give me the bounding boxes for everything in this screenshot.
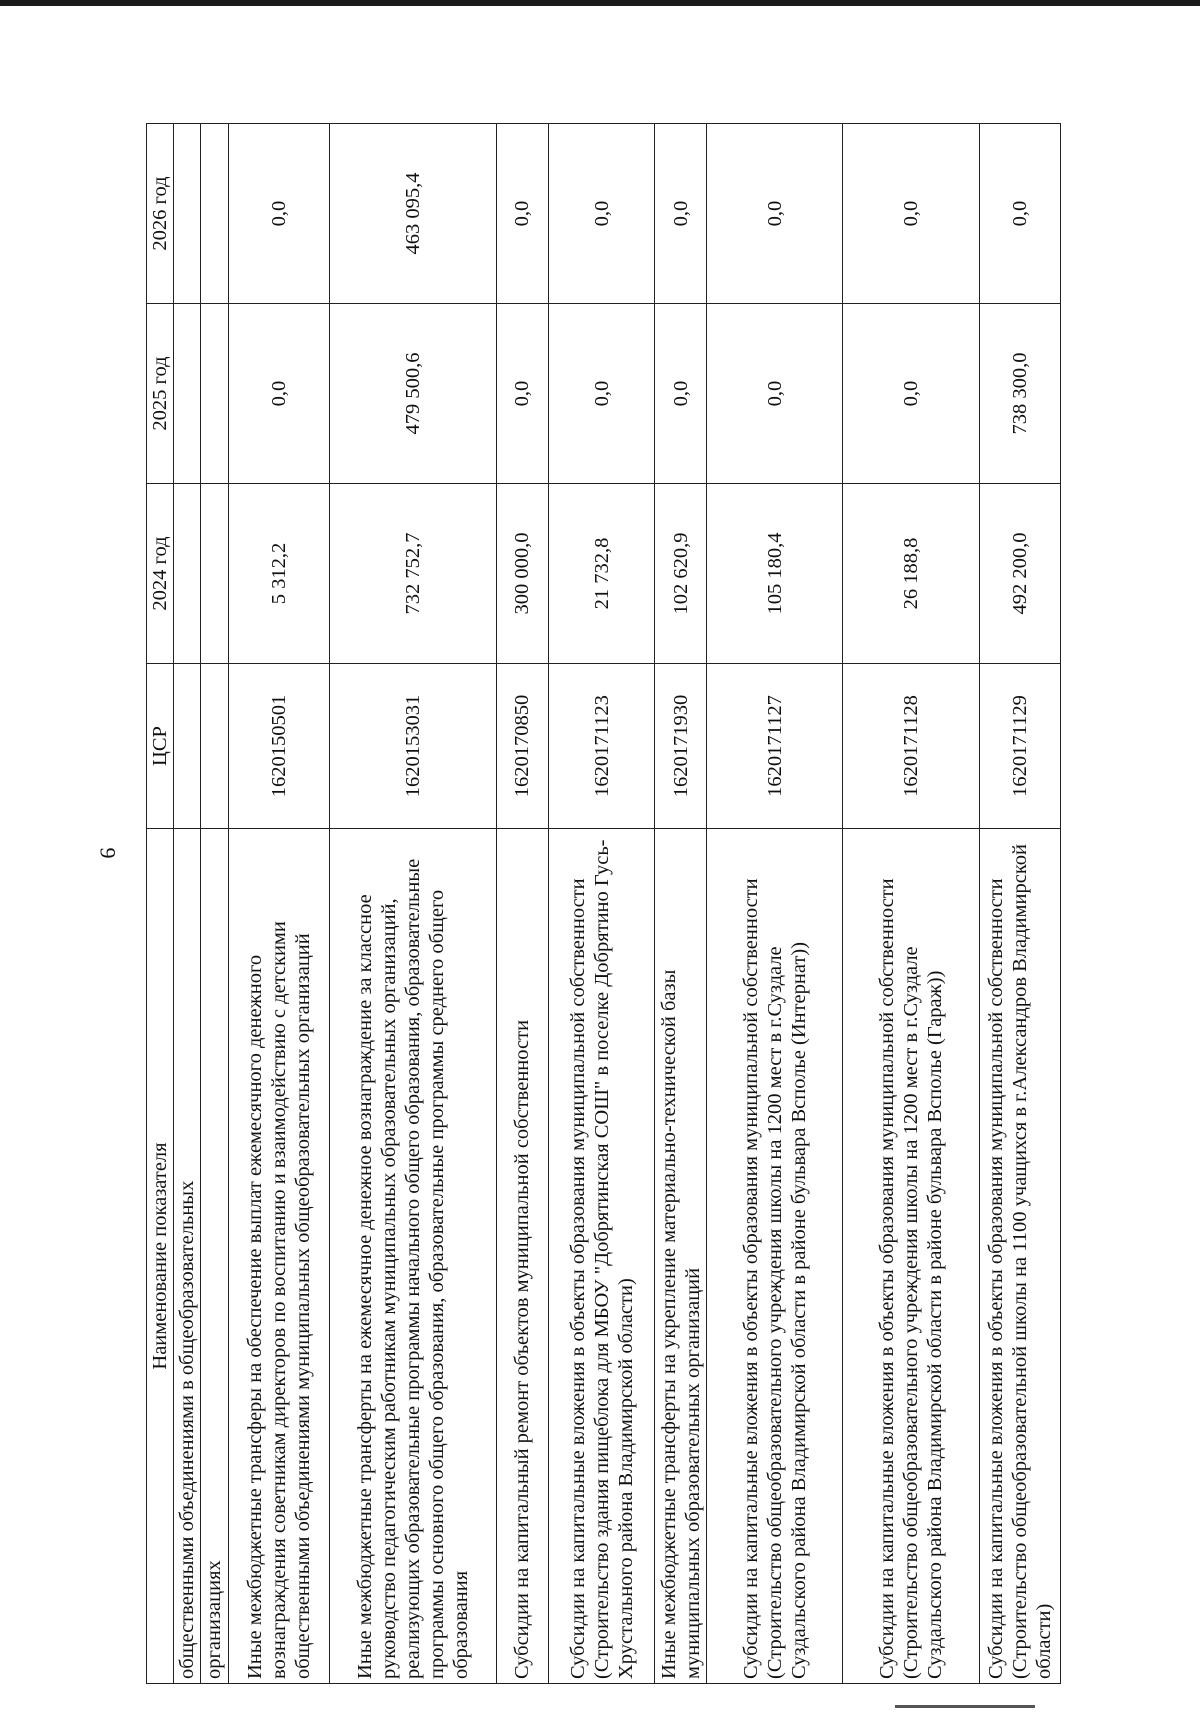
page-number: 9 [95,847,121,859]
row-name: Субсидии на капитальные вложения в объекты образования муниципальной собственности (Строительство общеобразовательной школы на 1100 учащихся в г.Александров Владимирской области) [980,829,1061,1684]
row-2024: 26 188,8 [843,484,980,664]
rotated-table-wrapper [146,124,1061,1684]
row-name: общественными объединениями в общеобразовательных [174,829,201,1684]
row-name: Иные межбюджетные трансферты на укрепление материально-технической базы муниципальных образовательных организаций [655,829,707,1684]
header-name: Наименование показателя [147,829,174,1684]
row-2026: 0,0 [228,124,329,304]
row-2025: 0,0 [228,304,329,484]
row-csr: 1620170850 [496,664,549,829]
row-csr: 1620171930 [655,664,707,829]
row-2024: 5 312,2 [228,484,329,664]
row-csr [201,664,228,829]
row-2025: 0,0 [843,304,980,484]
header-csr: ЦСР [147,664,174,829]
row-2026: 0,0 [706,124,843,304]
table-row [329,124,496,1684]
row-name: Субсидии на капитальные вложения в объекты образования муниципальной собственности (Строительство общеобразовательного учреждения школы на 1200 мест в г.Суздале Суздальского района Владимирской области в районе бульвара Всполье (Интернат)) [706,829,843,1684]
row-2024: 732 752,7 [329,484,496,664]
row-2026: 0,0 [980,124,1061,304]
row-2025: 0,0 [655,304,707,484]
row-2024 [201,484,228,664]
row-2024 [174,484,201,664]
scan-bottom-edge [895,1705,1035,1708]
header-2024: 2024 год [147,484,174,664]
row-2024: 492 200,0 [980,484,1061,664]
table-row [496,124,549,1684]
row-csr: 1620171127 [706,664,843,829]
table-row [174,124,201,1684]
table-row [706,124,843,1684]
row-2026: 0,0 [843,124,980,304]
row-name: организациях [201,829,228,1684]
row-csr [174,664,201,829]
row-csr: 1620171123 [549,664,655,829]
scan-top-edge [0,0,1200,6]
row-csr: 1620171128 [843,664,980,829]
row-2025: 0,0 [496,304,549,484]
row-name: Иные межбюджетные трансферты на ежемесячное денежное вознаграждение за классное руководство педагогическим работникам муниципальных образовательных организаций, реализующих образовательные программы начального общего образования, образовательные программы основного общего образования, образовательные программы среднего общего образования [329,829,496,1684]
row-2025 [174,304,201,484]
table-row [655,124,707,1684]
row-2025: 0,0 [549,304,655,484]
row-name: Субсидии на капитальный ремонт объектов муниципальной собственности [496,829,549,1684]
row-name: Субсидии на капитальные вложения в объекты образования муниципальной собственности (Строительство здания пищеблока для МБОУ "Добрятинская СОШ" в поселке Добрятино Гусь-Хрустального района Владимирской области) [549,829,655,1684]
row-2026: 0,0 [549,124,655,304]
header-2026: 2026 год [147,124,174,304]
row-2024: 300 000,0 [496,484,549,664]
row-2025 [201,304,228,484]
row-2026 [174,124,201,304]
row-2026: 0,0 [496,124,549,304]
row-name: Субсидии на капитальные вложения в объекты образования муниципальной собственности (Строительство общеобразовательного учреждения школы на 1200 мест в г.Суздале Суздальского района Владимирской области в районе бульвара Всполье (Гараж)) [843,829,980,1684]
table-row [980,124,1061,1684]
row-csr: 1620171129 [980,664,1061,829]
row-2024: 105 180,4 [706,484,843,664]
header-2025: 2025 год [147,304,174,484]
row-name: Иные межбюджетные трансферы на обеспечение выплат ежемесячного денежного вознаграждения советникам директоров по воспитанию и взаимодействию с детскими общественными объединениями муниципальных общеобразовательных организаций [228,829,329,1684]
row-csr: 1620150501 [228,664,329,829]
table-row [549,124,655,1684]
table-header-row [147,124,174,1684]
row-2026: 463 095,4 [329,124,496,304]
table-row [228,124,329,1684]
row-csr: 1620153031 [329,664,496,829]
row-2026 [201,124,228,304]
table-row [201,124,228,1684]
row-2024: 102 620,9 [655,484,707,664]
table-row [843,124,980,1684]
budget-table [146,123,1061,1684]
row-2025: 0,0 [706,304,843,484]
row-2024: 21 732,8 [549,484,655,664]
row-2025: 479 500,6 [329,304,496,484]
row-2026: 0,0 [655,124,707,304]
row-2025: 738 300,0 [980,304,1061,484]
